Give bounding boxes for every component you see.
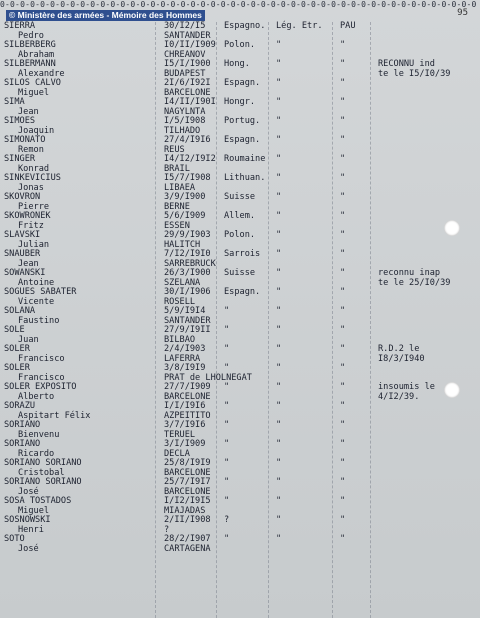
record-row (4, 478, 474, 497)
unit: Lég. Etr. (276, 21, 323, 31)
record-row (4, 364, 474, 383)
nationality: " (224, 496, 230, 506)
record-row (4, 402, 474, 421)
record-row (4, 79, 474, 98)
nationality: " (224, 401, 230, 411)
nationality: Lithuan. (224, 173, 266, 183)
unit: " (276, 268, 282, 278)
unit: " (276, 344, 282, 354)
watermark: © Ministère des armées - Mémoire des Hommes (6, 10, 205, 21)
birth-place: BILBAO (164, 334, 196, 345)
unit: " (276, 515, 282, 525)
surname: SORIANO SORIANO (4, 477, 82, 487)
record-row (4, 155, 474, 174)
surname: SIERRA (4, 21, 36, 31)
record-row (4, 326, 474, 345)
first-name: Bienvenu (18, 429, 60, 440)
nationality: Allem. (224, 211, 256, 221)
birth-place: ESSEN (164, 220, 190, 231)
depot: " (340, 401, 346, 411)
birth-place: ROSELL (164, 296, 196, 307)
birth-place: NAGYLNTA (164, 106, 206, 117)
surname: SOLER (4, 344, 30, 354)
surname: SOWANSKI (4, 268, 46, 278)
nationality: Polon. (224, 230, 256, 240)
first-name: Cristobal (18, 467, 65, 478)
unit: " (276, 116, 282, 126)
note: RECONNU ind (378, 59, 435, 69)
first-name: Julian (18, 239, 50, 250)
nationality: " (224, 344, 230, 354)
note: reconnu inap (378, 268, 441, 278)
unit: " (276, 534, 282, 544)
record-row (4, 459, 474, 478)
surname: SORIANO (4, 420, 41, 430)
surname: SOSNOWSKI (4, 515, 51, 525)
birth-date: 27/9/I9II (164, 325, 211, 335)
nationality: Espagn. (224, 287, 261, 297)
birth-date: I/I/I9I6 (164, 401, 206, 411)
punch-hole (444, 220, 460, 236)
birth-place: BUDAPEST (164, 68, 206, 79)
birth-date: 7/I2/I9I0 (164, 249, 211, 259)
depot: " (340, 439, 346, 449)
nationality: Sarrois (224, 249, 261, 259)
depot: " (340, 344, 346, 354)
nationality: Espagn. (224, 78, 261, 88)
first-name: Henri (18, 524, 44, 535)
depot: " (340, 249, 346, 259)
record-row (4, 193, 474, 212)
record-row (4, 117, 474, 136)
depot: " (340, 363, 346, 373)
surname: SILBERBERG (4, 40, 56, 50)
surname: SINKEVICIUS (4, 173, 61, 183)
record-row (4, 212, 474, 231)
first-name: Miguel (18, 87, 50, 98)
first-name: Faustino (18, 315, 60, 326)
surname: SIMA (4, 97, 25, 107)
surname: SOGUES SABATER (4, 287, 77, 297)
nationality: " (224, 306, 230, 316)
record-row (4, 98, 474, 117)
unit: " (276, 382, 282, 392)
unit: " (276, 420, 282, 430)
unit: " (276, 306, 282, 316)
depot: " (340, 116, 346, 126)
birth-place: CARTAGENA (164, 543, 211, 554)
unit: " (276, 325, 282, 335)
birth-date: 2/II/I908 (164, 515, 211, 525)
first-name: Jonas (18, 182, 44, 193)
note-continued: te le I5/I0/39 (378, 68, 451, 79)
nationality: " (224, 363, 230, 373)
birth-place: BARCELONE (164, 391, 211, 402)
birth-date: 5/6/I909 (164, 211, 206, 221)
surname: SKOVRON (4, 192, 41, 202)
birth-date: 2/4/I903 (164, 344, 206, 354)
unit: " (276, 363, 282, 373)
first-name: Vicente (18, 296, 55, 307)
record-row (4, 535, 474, 554)
depot: " (340, 515, 346, 525)
depot: " (340, 154, 346, 164)
first-name: Abraham (18, 49, 55, 60)
record-row (4, 516, 474, 535)
first-name: Pierre (18, 201, 50, 212)
unit: " (276, 40, 282, 50)
first-name: Konrad (18, 163, 50, 174)
birth-date: I5/I/I900 (164, 59, 211, 69)
record-row (4, 383, 474, 402)
birth-place: TILHADO (164, 125, 201, 136)
birth-date: 25/7/I9I7 (164, 477, 211, 487)
birth-place: BRAIL (164, 163, 190, 174)
unit: " (276, 192, 282, 202)
birth-place: AZPEITITO (164, 410, 211, 421)
first-name: Miguel (18, 505, 50, 516)
birth-place: BARCELONE (164, 467, 211, 478)
depot: " (340, 534, 346, 544)
surname: SOTO (4, 534, 25, 544)
nationality: Suisse (224, 192, 256, 202)
depot: " (340, 97, 346, 107)
birth-place: DECLA (164, 448, 190, 459)
nationality: " (224, 439, 230, 449)
depot: " (340, 325, 346, 335)
surname: SOLER (4, 363, 30, 373)
birth-place: MIAJADAS (164, 505, 206, 516)
unit: " (276, 211, 282, 221)
unit: " (276, 401, 282, 411)
surname: SOSA TOSTADOS (4, 496, 72, 506)
record-row (4, 136, 474, 155)
birth-date: 5/9/I9I4 (164, 306, 206, 316)
top-border-line: 0-0-0-0-0-0-0-0-0-0-0-0-0-0-0-0-0-0-0-0-0-0-0-0-0-0-0-0-0-0-0-0-0-0-0-0-0-0-0-0-0-0-0-0-0-0-0-0 (0, 0, 477, 9)
surname: SOLE (4, 325, 25, 335)
nationality: Roumaine (224, 154, 266, 164)
nationality: Polon. (224, 40, 256, 50)
surname: SOLER EXPOSITO (4, 382, 77, 392)
first-name: Alberto (18, 391, 55, 402)
surname: SINGER (4, 154, 36, 164)
unit: " (276, 78, 282, 88)
unit: " (276, 59, 282, 69)
first-name: Aspitart Félix (18, 410, 91, 421)
depot: " (340, 211, 346, 221)
depot: " (340, 496, 346, 506)
birth-place: TERUEL (164, 429, 196, 440)
surname: SNAUBER (4, 249, 41, 259)
first-name: Jean (18, 258, 39, 269)
unit: " (276, 97, 282, 107)
record-row (4, 231, 474, 250)
birth-date: I/I2/I9I5 (164, 496, 211, 506)
birth-date: 3/7/I9I6 (164, 420, 206, 430)
first-name: Fritz (18, 220, 44, 231)
depot: " (340, 477, 346, 487)
birth-place: PRAT de LHOLNEGAT (164, 372, 252, 383)
unit: " (276, 135, 282, 145)
birth-date: 28/2/I907 (164, 534, 211, 544)
record-row (4, 174, 474, 193)
surname: SIMOES (4, 116, 36, 126)
record-row (4, 440, 474, 459)
unit: " (276, 249, 282, 259)
birth-place: SARREBRUCK (164, 258, 216, 269)
record-row (4, 307, 474, 326)
depot: " (340, 192, 346, 202)
birth-date: 25/8/I9I9 (164, 458, 211, 468)
birth-date: 2I/6/I92I (164, 78, 211, 88)
note: R.D.2 le (378, 344, 420, 354)
depot: " (340, 135, 346, 145)
surname: SORIANO SORIANO (4, 458, 82, 468)
page-number: 95 (457, 8, 468, 18)
birth-date: I4/II/I90I (164, 97, 216, 107)
unit: " (276, 230, 282, 240)
nationality: Suisse (224, 268, 256, 278)
unit: " (276, 496, 282, 506)
first-name: Ricardo (18, 448, 55, 459)
first-name: Juan (18, 334, 39, 345)
unit: " (276, 458, 282, 468)
birth-date: 27/4/I9I6 (164, 135, 211, 145)
birth-place: ? (164, 524, 170, 535)
first-name: Francisco (18, 372, 65, 383)
record-row (4, 41, 474, 60)
record-row (4, 345, 474, 364)
birth-place: SZELANA (164, 277, 201, 288)
birth-place: BARCELONE (164, 87, 211, 98)
note-continued: I8/3/I940 (378, 353, 425, 364)
birth-date: 3/9/I900 (164, 192, 206, 202)
surname: SOLANA (4, 306, 36, 316)
birth-place: LIBAEA (164, 182, 196, 193)
record-row (4, 250, 474, 269)
nationality: " (224, 477, 230, 487)
depot: " (340, 59, 346, 69)
birth-date: I0/II/I909 (164, 40, 216, 50)
surname: SIMONATO (4, 135, 46, 145)
record-list (4, 22, 474, 554)
record-row (4, 421, 474, 440)
depot: " (340, 287, 346, 297)
surname: SORIANO (4, 439, 41, 449)
nationality: " (224, 382, 230, 392)
record-row (4, 288, 474, 307)
birth-date: I5/7/I908 (164, 173, 211, 183)
note-continued: te le 25/I0/39 (378, 277, 451, 288)
record-row (4, 60, 474, 79)
record-row (4, 497, 474, 516)
depot: " (340, 230, 346, 240)
birth-date: I/5/I908 (164, 116, 206, 126)
birth-place: SANTANDER (164, 30, 211, 41)
birth-place: REUS (164, 144, 185, 155)
depot: " (340, 173, 346, 183)
unit: " (276, 477, 282, 487)
birth-date: 29/9/I903 (164, 230, 211, 240)
depot: " (340, 40, 346, 50)
depot: " (340, 382, 346, 392)
note: insoumis le (378, 382, 435, 392)
first-name: José (18, 486, 39, 497)
nationality: Portug. (224, 116, 261, 126)
birth-date: I4/I2/I9I2 (164, 154, 216, 164)
punch-hole (444, 382, 460, 398)
birth-date: 26/3/I900 (164, 268, 211, 278)
unit: " (276, 154, 282, 164)
surname: SORAZU (4, 401, 36, 411)
unit: " (276, 439, 282, 449)
note-continued: 4/I2/39. (378, 391, 420, 402)
birth-date: 30/I/I906 (164, 287, 211, 297)
nationality: Hong. (224, 59, 250, 69)
first-name: Remon (18, 144, 44, 155)
birth-place: HALITCH (164, 239, 201, 250)
surname: SLAVSKI (4, 230, 41, 240)
nationality: " (224, 420, 230, 430)
birth-place: BERNE (164, 201, 190, 212)
unit: " (276, 287, 282, 297)
depot: " (340, 268, 346, 278)
surname: SILBERMANN (4, 59, 56, 69)
first-name: José (18, 543, 39, 554)
surname: SILOS CALVO (4, 78, 61, 88)
birth-date: 30/I2/I5 (164, 21, 206, 31)
nationality: Espagno. (224, 21, 266, 31)
nationality: ? (224, 515, 230, 525)
depot: " (340, 420, 346, 430)
first-name: Joaquin (18, 125, 55, 136)
first-name: Antoine (18, 277, 55, 288)
record-row (4, 22, 474, 41)
nationality: " (224, 534, 230, 544)
first-name: Alexandre (18, 68, 65, 79)
depot: PAU (340, 21, 356, 31)
birth-date: 3/I/I909 (164, 439, 206, 449)
nationality: Espagn. (224, 135, 261, 145)
birth-place: SANTANDER (164, 315, 211, 326)
birth-date: 3/8/I9I9 (164, 363, 206, 373)
depot: " (340, 458, 346, 468)
surname: SKOWRONEK (4, 211, 51, 221)
first-name: Francisco (18, 353, 65, 364)
birth-place: LAFERRA (164, 353, 201, 364)
depot: " (340, 78, 346, 88)
nationality: " (224, 458, 230, 468)
nationality: Hongr. (224, 97, 256, 107)
first-name: Jean (18, 106, 39, 117)
record-row (4, 269, 474, 288)
birth-place: CHREANOV (164, 49, 206, 60)
nationality: " (224, 325, 230, 335)
birth-place: BARCELONE (164, 486, 211, 497)
birth-date: 27/7/I909 (164, 382, 211, 392)
first-name: Pedro (18, 30, 44, 41)
unit: " (276, 173, 282, 183)
depot: " (340, 306, 346, 316)
